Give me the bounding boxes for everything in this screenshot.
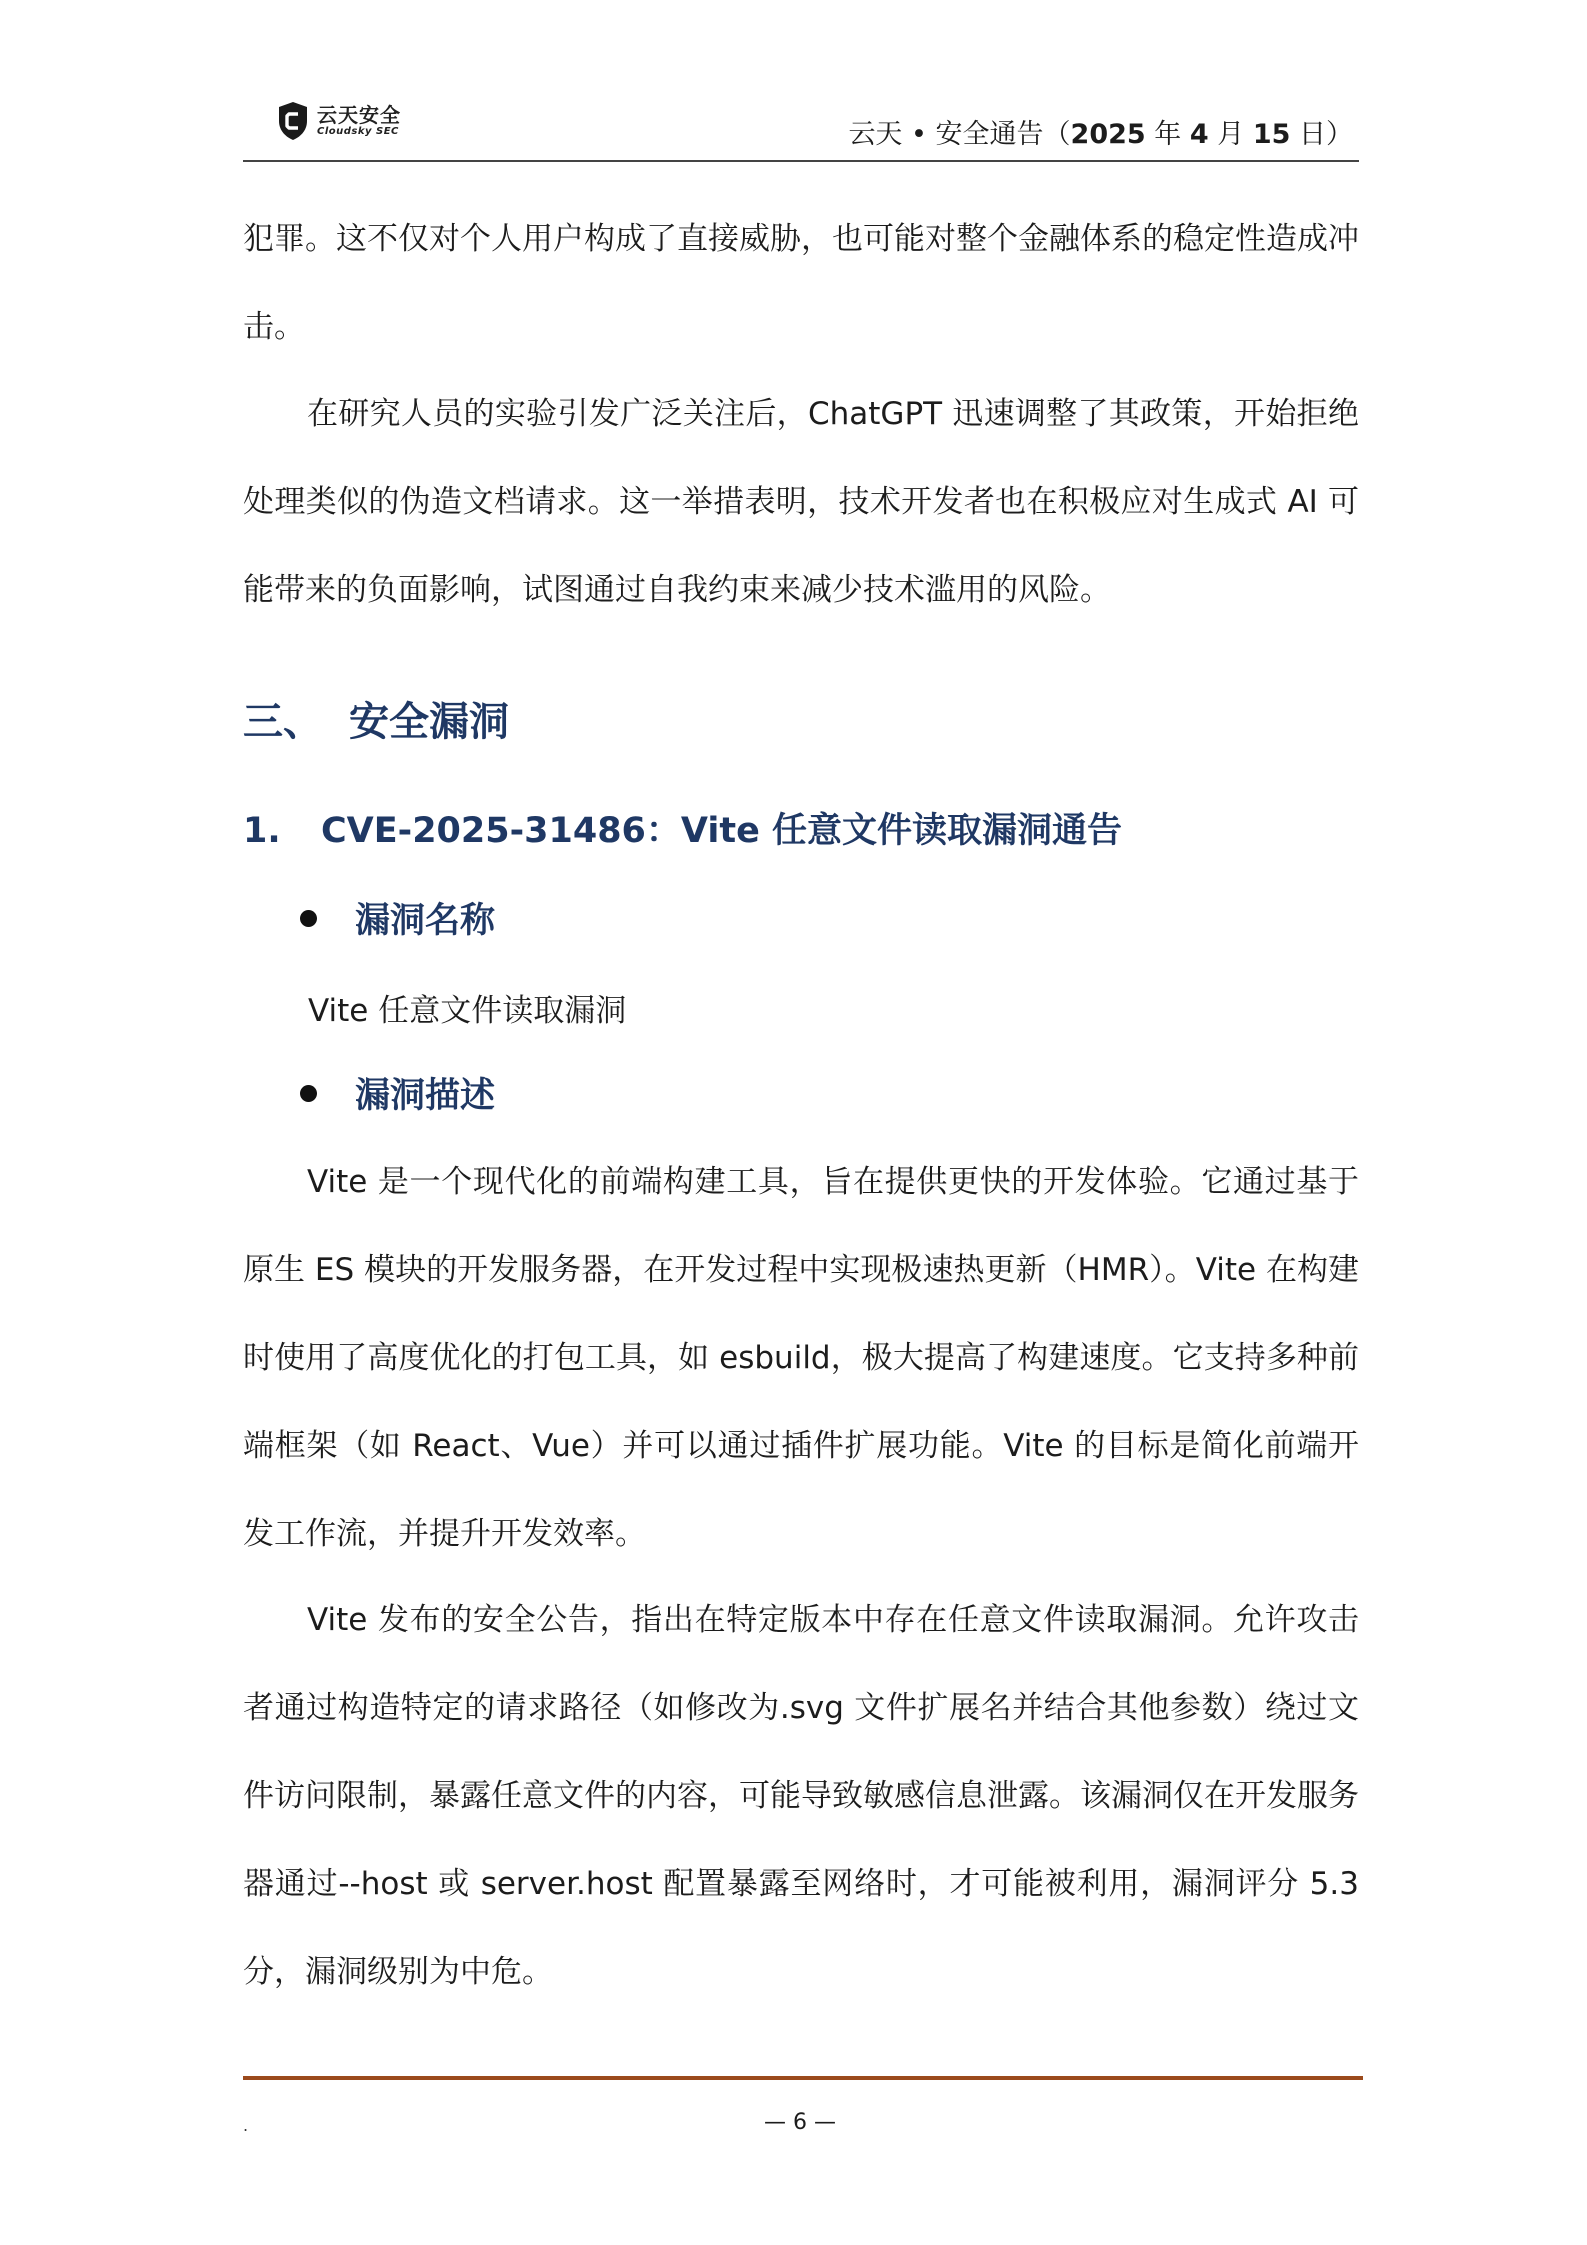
header-year: 2025 [1070,119,1146,150]
bullet-vuln-name-heading: 漏洞名称 [355,901,496,941]
logo-text-cn: 云天安全 [317,103,401,127]
shield-c-logo-icon [277,101,309,141]
header-divider [243,160,1359,162]
paragraph-vite-vuln: Vite 发布的安全公告，指出在特定版本中存在任意文件读取漏洞。允许攻击者通过构造特定的请求路径（如修改为.svg 文件扩展名并结合其他参数）绕过文件访问限制，暴露任意文件的内容，可能导致敏感信息泄露。该漏洞仅在开发服务器通过--host 或 server.host 配置暴露至网络时，才可能被利用，漏洞评分 5.3 分，漏洞级别为中危。 [243,1602,1359,1990]
footer-mark: . [243,2116,249,2135]
header-title [848,112,1353,151]
bullet-vuln-name [300,893,495,943]
subsection-number: 1. [243,811,281,851]
header-title-suffix: 日） [1290,119,1353,150]
company-logo [277,98,401,144]
header-year-unit: 年 [1145,119,1190,150]
bullet-vuln-desc [300,1068,495,1118]
header-month: 4 [1189,119,1209,150]
section-number: 三、 [243,699,323,745]
vuln-name-value: Vite 任意文件读取漏洞 [308,993,627,1029]
bullet-icon [300,910,317,927]
subsection-heading [243,803,1122,853]
page-number: — 6 — [764,2110,836,2135]
paragraph-chatgpt-policy: 在研究人员的实验引发广泛关注后，ChatGPT 迅速调整了其政策，开始拒绝处理类似的伪造文档请求。这一举措表明，技术开发者也在积极应对生成式 AI 可能带来的负面影响，试图通过自我约束来减少技术滥用的风险。 [243,396,1359,608]
bullet-icon [300,1085,317,1102]
paragraph-vite-intro: Vite 是一个现代化的前端构建工具，旨在提供更快的开发体验。它通过基于原生 ES 模块的开发服务器，在开发过程中实现极速热更新（HMR）。Vite 在构建时使用了高度优化的打包工具，如 esbuild，极大提高了构建速度。它支持多种前端框架（如 React、Vue）并可以通过插件扩展功能。Vite 的目标是简化前端开发工作流，并提升开发效率。 [243,1164,1359,1552]
header-title-prefix: 云天 • 安全通告（ [848,119,1071,150]
paragraph-continuation: 犯罪。这不仅对个人用户构成了直接威胁，也可能对整个金融体系的稳定性造成冲击。 [243,221,1359,345]
header-day: 15 [1252,119,1291,150]
subsection-title: CVE-2025-31486：Vite 任意文件读取漏洞通告 [321,811,1123,851]
section-title: 安全漏洞 [349,699,509,745]
logo-text-en: Cloudsky SEC [317,126,399,137]
bullet-vuln-desc-heading: 漏洞描述 [355,1076,496,1116]
footer-divider [243,2076,1363,2080]
section-heading [243,690,509,747]
header-month-unit: 月 [1208,119,1253,150]
